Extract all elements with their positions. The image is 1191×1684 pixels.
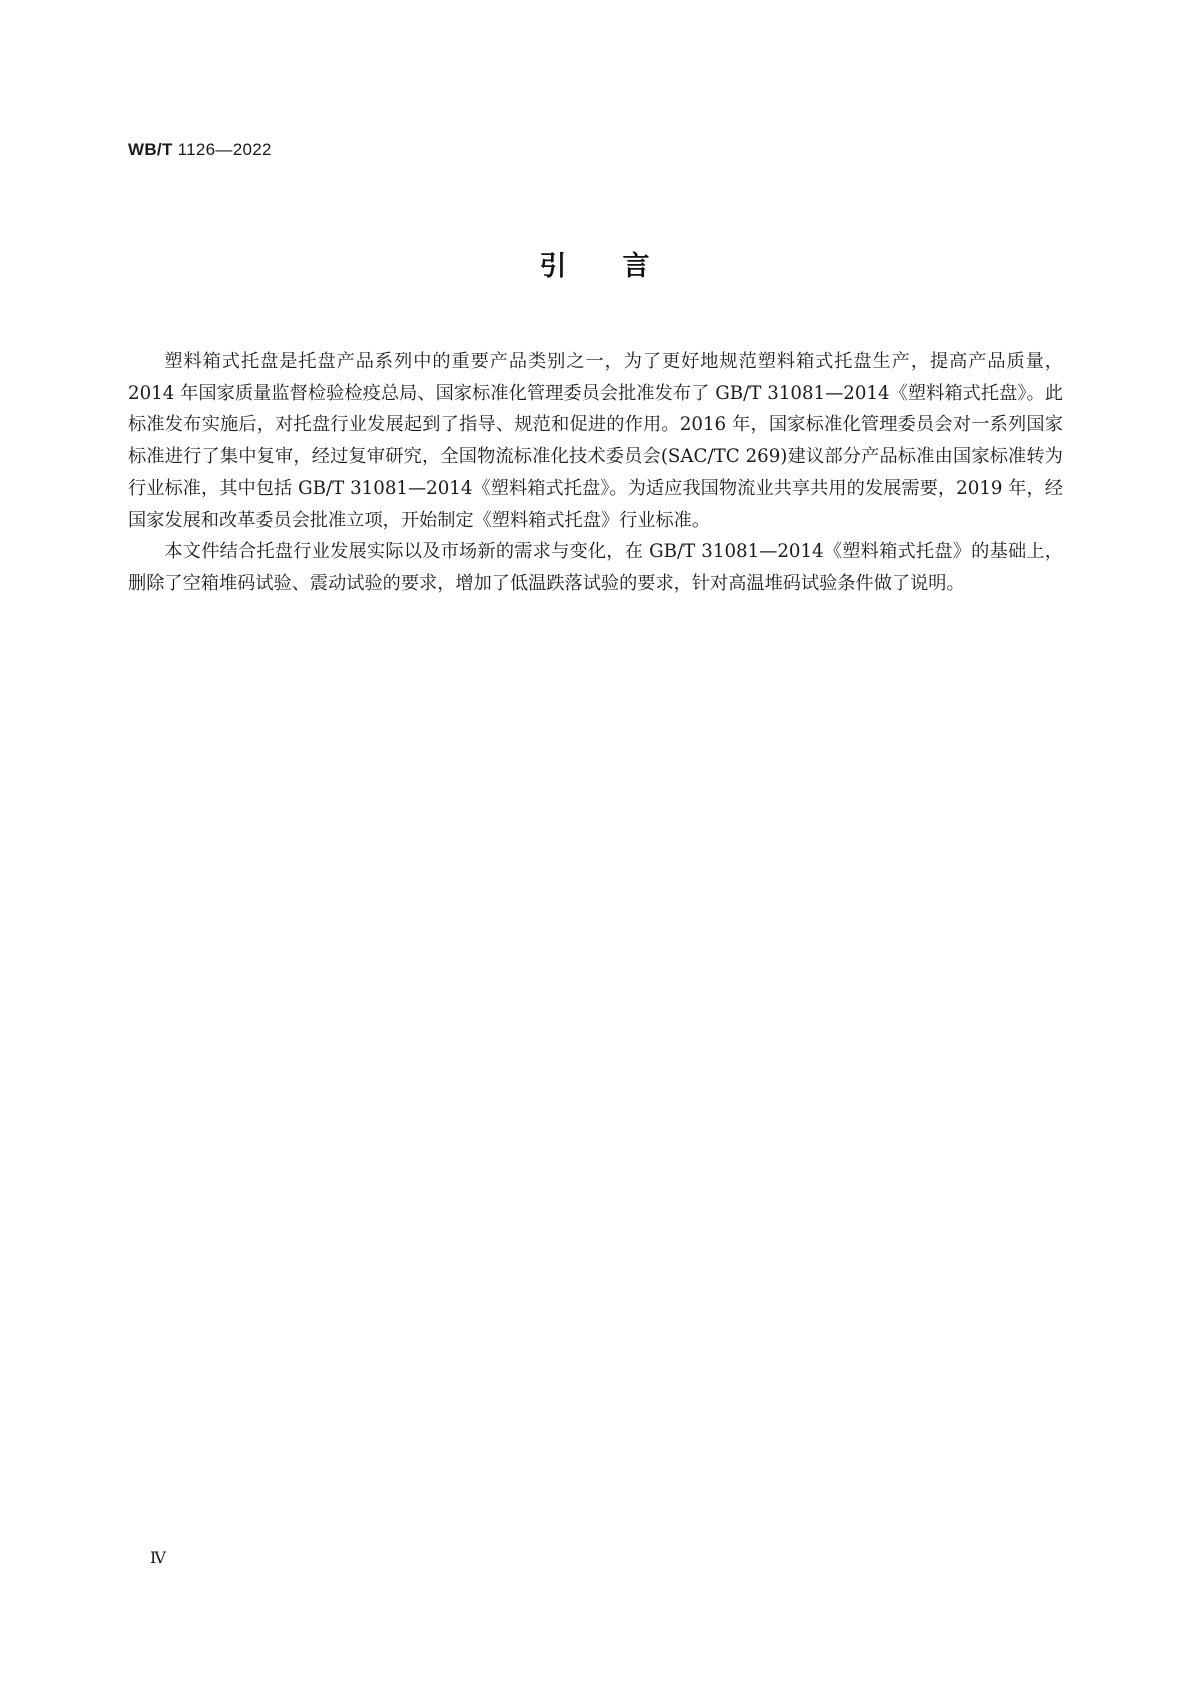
standard-code (128, 140, 272, 160)
page-number: Ⅳ (150, 1550, 166, 1567)
section-title (0, 244, 1191, 283)
section-title-char-1: 引 (539, 251, 569, 282)
paragraph-changes: 本文件结合托盘行业发展实际以及市场新的需求与变化，在 GB/T 31081—2014《塑料箱式托盘》的基础上，删除了空箱堆码试验、震动试验的要求，增加了低温跌落试验的要求，针对高温堆码试验条件做了说明。 (128, 541, 1063, 594)
standard-code-prefix: WB/T (128, 140, 173, 159)
section-title-char-2: 言 (622, 251, 652, 282)
paragraph-background: 塑料箱式托盘是托盘产品系列中的重要产品类别之一，为了更好地规范塑料箱式托盘生产，提高产品质量，2014 年国家质量监督检验检疫总局、国家标准化管理委员会批准发布了 GB/T 31081—2014《塑料箱式托盘》。此标准发布实施后，对托盘行业发展起到了指导、规范和促进的作用。2016 年，国家标准化管理委员会对一系列国家标准进行了集中复审，经过复审研究，全国物流标准化技术委员会(SAC/TC 269)建议部分产品标准由国家标准转为行业标准，其中包括 GB/T 31081—2014《塑料箱式托盘》。为适应我国物流业共享共用的发展需要，2019 年，经国家发展和改革委员会批准立项，开始制定《塑料箱式托盘》行业标准。 (128, 351, 1063, 531)
introduction-body (128, 346, 1063, 600)
standard-code-number: 1126—2022 (177, 140, 272, 159)
